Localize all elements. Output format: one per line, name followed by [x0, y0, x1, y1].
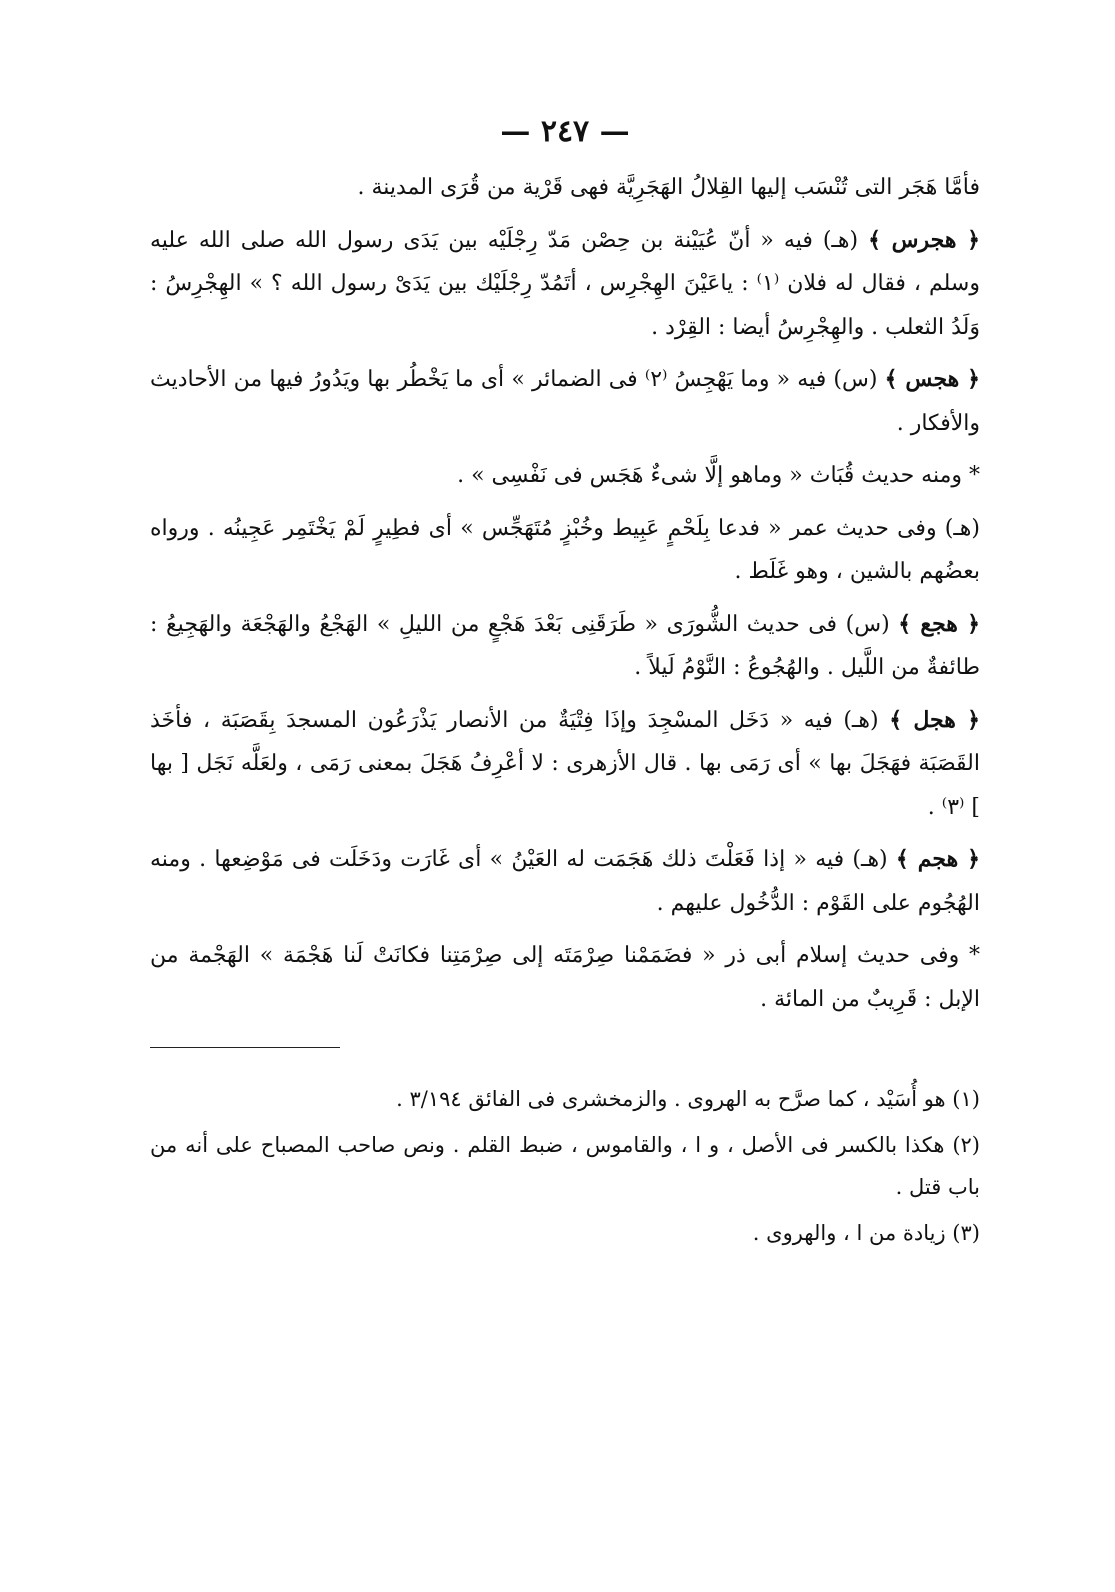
paragraph — [150, 454, 980, 498]
footnote: (١) هو أُسَيْد ، كما صرَّح به الهروى . والزمخشرى فى الفائق ٣/١٩٤ . — [396, 1087, 980, 1111]
paragraph-text: * ومنه حديث قُبَاث « وماهو إلَّا شىءٌ هَجَس فى نَفْسِى » . — [457, 463, 980, 488]
footnote-divider — [150, 1047, 340, 1048]
paragraph-text: (هـ) فيه « أنّ عُيَيْنة بن حِصْن مَدّ رِجْلَيْه بين يَدَى رسول الله صلى الله عليه وسلم ، فقال له فلان ⁽١⁾ : ياعَيْنَ الهِجْرِس ، أتَمُدّ رِجْلَيْك بين يَدَىْ رسول الله ؟ » الهِجْرِسُ : وَلَدُ الثعلب . والهِجْرِسُ أيضا : القِرْد . — [150, 227, 980, 340]
paragraph — [150, 699, 980, 830]
footnote: (٢) هكذا بالكسر فى الأصل ، و ا ، والقاموس ، ضبط القلم . ونص صاحب المصباح على أنه من باب قتل . — [150, 1133, 980, 1199]
paragraph-text: (هـ) فيه « إذا فَعَلْتَ ذلك هَجَمَت له العَيْنُ » أى غَارَت ودَخَلَت فى مَوْضِعها . ومنه الهُجُوم على القَوْم : الدُّخُول عليهم . — [150, 847, 980, 916]
page-number: — ٢٤٧ — — [500, 114, 630, 149]
paragraph-text: (هـ) وفى حديث عمر « فدعا بِلَحْمٍ عَبِيط وخُبْزٍ مُتَهَجِّس » أى فطِيرٍ لَمْ يَخْتَمِر عَجِينُه . ورواه بعضُهم بالشين ، وهو غَلَط . — [150, 515, 980, 584]
entry-heading: ﴿ هجم ﴾ — [895, 846, 981, 872]
document-page — [150, 112, 980, 1258]
paragraph — [150, 166, 980, 210]
paragraph-text: (س) فى حديث الشُّورَى « طَرَقَنِى بَعْدَ هَجْعٍ من الليلِ » الهَجْعُ والهَجْعَة والهَجِيعُ : طائفةٌ من اللَّيل . والهُجُوعُ : النَّوْمُ لَيلاً . — [150, 611, 980, 680]
paragraph-text: (س) فيه « وما يَهْجِسُ ⁽٢⁾ فى الضمائر » أى ما يَخْطُر بها ويَدُورُ فيها من الأحاديث والأفكار . — [150, 367, 980, 436]
paragraph — [150, 219, 980, 350]
paragraph — [150, 507, 980, 594]
paragraph — [150, 358, 980, 445]
entry-heading: ﴿ هجرس ﴾ — [868, 226, 981, 253]
paragraph — [150, 838, 980, 925]
entry-heading: ﴿ هجل ﴾ — [889, 706, 980, 733]
paragraph — [150, 934, 980, 1021]
paragraph-text: فأمَّا هَجَر التى تُنْسَب إليها القِلالُ الهَجَرِيَّة فهى قَرْية من قُرَى المدينة . — [357, 175, 980, 200]
body-text — [150, 166, 980, 1021]
entry-heading: ﴿ هجس ﴾ — [884, 366, 980, 392]
footnotes — [150, 1078, 980, 1254]
paragraph-text: * وفى حديث إسلام أبى ذر « فضَمَمْنا صِرْمَتَه إلى صِرْمَتِنا فكانَتْ لَنا هَجْمَة » الهَجْمة من الإبل : قَرِيبٌ من المائة . — [150, 943, 980, 1012]
entry-heading: ﴿ هجع ﴾ — [898, 610, 981, 637]
footnote: (٣) زيادة من ا ، والهروى . — [752, 1221, 980, 1245]
paragraph-text: (هـ) فيه « دَخَل المسْجِدَ وإذَا فِتْيَةٌ من الأنصار يَذْرَعُون المسجدَ بِقَصَبَة ، فأخَذ القَصَبَة فهَجَلَ بها » أى رَمَى بها . قال الأزهرى : لا أعْرِفُ هَجَلَ بمعنى رَمَى ، ولعَلَّه نَجَل [ بها ] ⁽٣⁾ . — [150, 707, 980, 820]
paragraph — [150, 603, 980, 690]
